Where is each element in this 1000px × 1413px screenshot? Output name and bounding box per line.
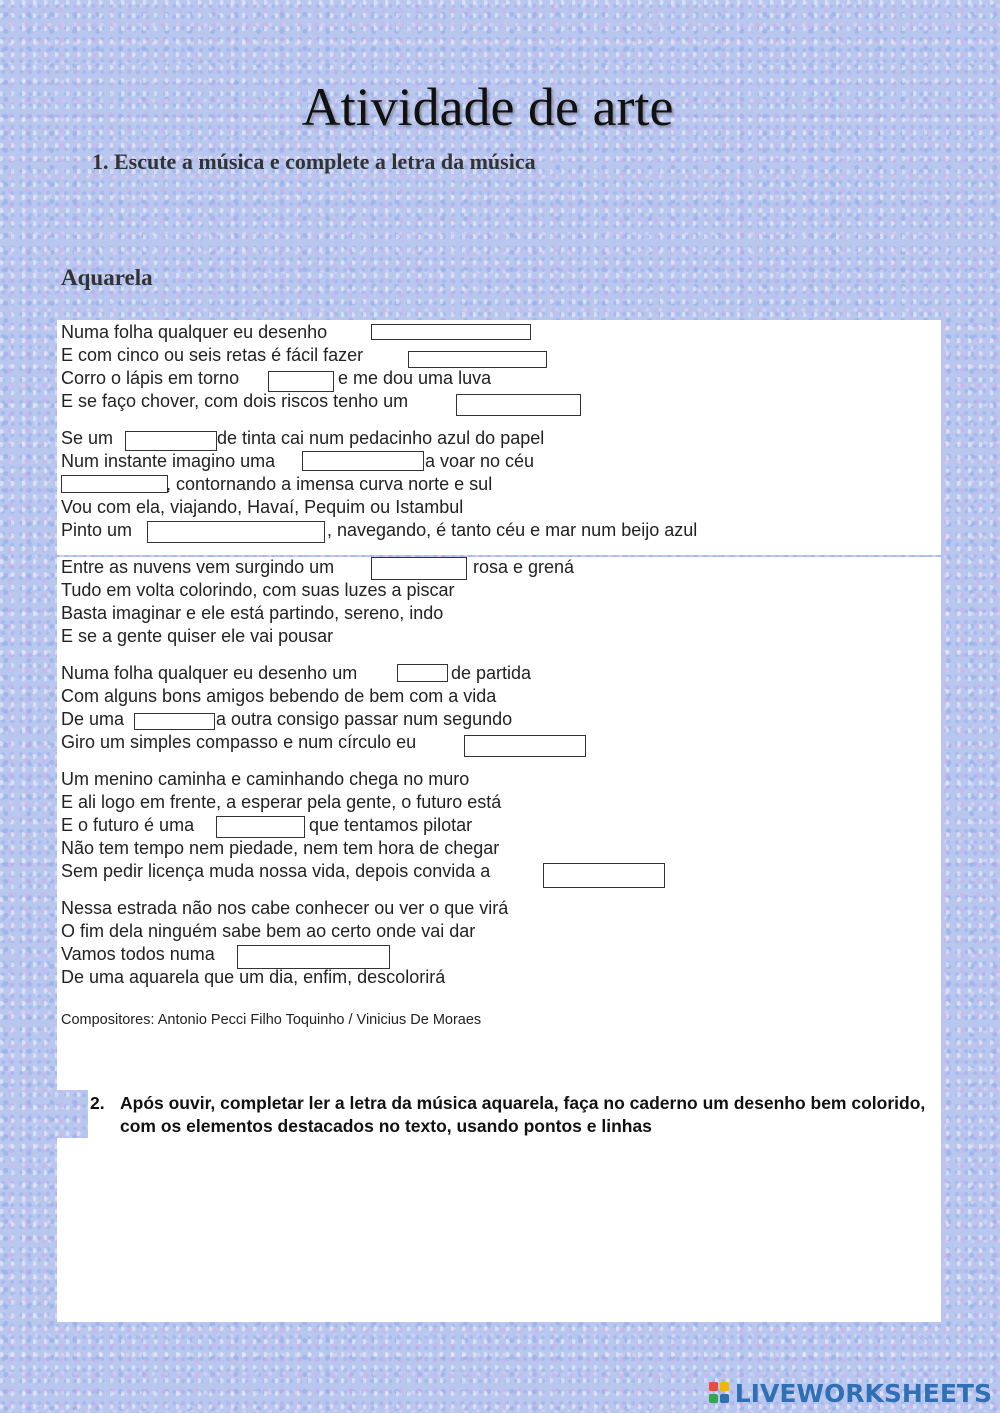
answer-blank-15[interactable] <box>237 945 390 969</box>
lyric-line-3-start: Corro o lápis em torno <box>61 368 240 388</box>
lyric-line-14-start: Numa folha qualquer eu desenho um <box>61 663 358 683</box>
liveworksheets-logo-text: LIVEWORKSHEETS <box>734 1378 992 1408</box>
answer-blank-7[interactable] <box>61 475 168 493</box>
question-1: 1. Escute a música e complete a letra da música <box>92 149 536 174</box>
lyric-line-23: Nessa estrada não nos cabe conhecer ou ver o que virá <box>61 898 509 918</box>
composers-credit: Compositores: Antonio Pecci Filho Toquinho / Vinicius De Moraes <box>61 1012 482 1028</box>
answer-blank-10[interactable] <box>397 664 448 682</box>
lyric-line-8: Vou com ela, viajando, Havaí, Pequim ou Istambul <box>61 497 464 517</box>
lyric-line-12: Basta imaginar e ele está partindo, sereno, indo <box>61 603 444 623</box>
lyric-line-19: E ali logo em frente, a esperar pela gente, o futuro está <box>61 792 502 812</box>
answer-blank-14[interactable] <box>543 863 665 888</box>
lyric-line-6-start: Num instante imagino uma <box>61 451 276 471</box>
lyric-line-26: De uma aquarela que um dia, enfim, descolorirá <box>61 967 446 987</box>
drawing-area-panel <box>57 1138 941 1322</box>
lyric-line-11: Tudo em volta colorindo, com suas luzes a piscar <box>61 580 455 600</box>
lyric-line-10-end: rosa e grená <box>473 557 575 577</box>
lyric-line-22: Sem pedir licença muda nossa vida, depois convida a <box>61 861 491 881</box>
lyric-line-1: Numa folha qualquer eu desenho <box>61 322 328 342</box>
lyric-line-16-end: a outra consigo passar num segundo <box>216 709 513 729</box>
lyric-line-3-end: e me dou uma luva <box>338 368 492 388</box>
page-title: Atividade de arte <box>301 77 674 137</box>
answer-blank-13[interactable] <box>216 816 305 838</box>
answer-blank-11[interactable] <box>134 713 215 730</box>
lyric-line-25: Vamos todos numa <box>61 944 215 964</box>
lyric-line-10-start: Entre as nuvens vem surgindo um <box>61 557 335 577</box>
lyric-line-5-start: Se um <box>61 428 114 448</box>
question-2-text: Após ouvir, completar ler a letra da música aquarela, faça no caderno um desenho bem colorido, com os elementos destacados no texto, usando pontos e linhas <box>120 1093 926 1136</box>
question-2-number: 2. <box>90 1093 105 1113</box>
lyric-line-15: Com alguns bons amigos bebendo de bem com a vida <box>61 686 497 706</box>
lyric-line-20-end: que tentamos pilotar <box>309 815 473 835</box>
lyric-line-14-end: de partida <box>451 663 532 683</box>
lyric-line-16-start: De uma <box>61 709 125 729</box>
lyric-line-20-start: E o futuro é uma <box>61 815 195 835</box>
lyric-line-17: Giro um simples compasso e num círculo eu <box>61 732 417 752</box>
answer-blank-1[interactable] <box>371 324 531 340</box>
lyric-line-2: E com cinco ou seis retas é fácil fazer <box>61 345 364 365</box>
liveworksheets-logo-icon <box>709 1381 731 1405</box>
answer-blank-8[interactable] <box>147 521 325 543</box>
lyric-line-21: Não tem tempo nem piedade, nem tem hora de chegar <box>61 838 500 858</box>
question-2 <box>90 1092 930 1138</box>
lyric-line-5-end: de tinta cai num pedacinho azul do papel <box>217 428 545 448</box>
song-title: Aquarela <box>61 265 153 290</box>
lyric-line-9-start: Pinto um <box>61 520 133 540</box>
lyric-line-7: , contornando a imensa curva norte e sul <box>166 474 493 494</box>
lyric-line-13: E se a gente quiser ele vai pousar <box>61 626 334 646</box>
answer-blank-4[interactable] <box>456 394 581 416</box>
answer-blank-9[interactable] <box>371 557 467 580</box>
lyric-line-18: Um menino caminha e caminhando chega no muro <box>61 769 470 789</box>
answer-blank-2[interactable] <box>408 351 547 368</box>
answer-blank-6[interactable] <box>302 451 424 471</box>
lyric-line-6-end: a voar no céu <box>425 451 535 471</box>
answer-blank-12[interactable] <box>464 735 586 757</box>
liveworksheets-logo <box>709 1379 992 1407</box>
answer-blank-3[interactable] <box>268 371 334 392</box>
lyric-line-24: O fim dela ninguém sabe bem ao certo onde vai dar <box>61 921 476 941</box>
answer-blank-5[interactable] <box>125 431 217 451</box>
lyric-line-9-end: , navegando, é tanto céu e mar num beijo azul <box>327 520 698 540</box>
lyric-line-4: E se faço chover, com dois riscos tenho um <box>61 391 409 411</box>
